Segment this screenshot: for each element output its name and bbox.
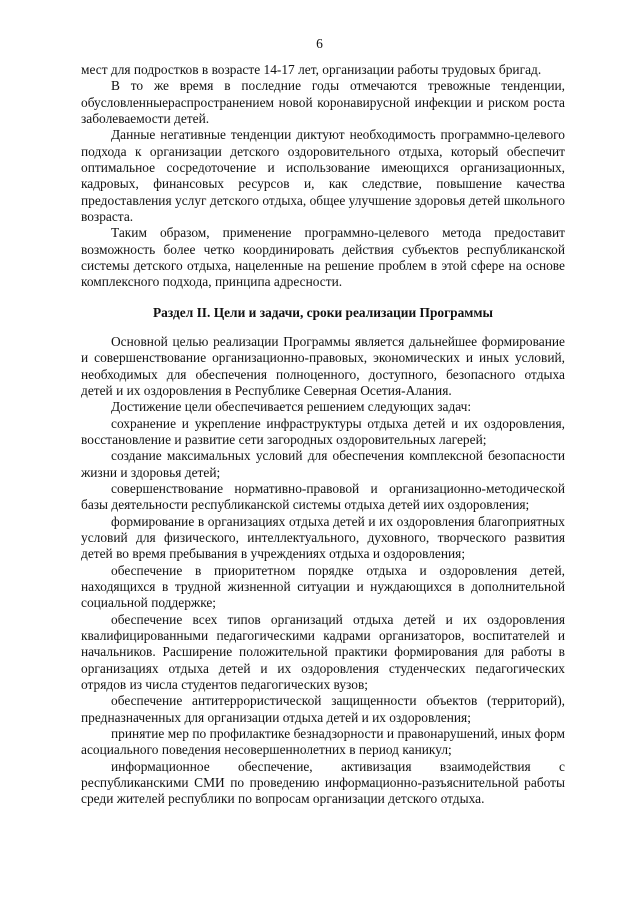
task-item-development-conditions: формирование в организациях отдыха детей и их оздоровления благоприятных условий для физического, интеллектуального, духовного, творческого развития детей во время пребывания в учреждениях отдыха и оздоровления; xyxy=(81,513,565,562)
task-item-staffing: обеспечение всех типов организаций отдыха детей и их оздоровления квалифицированными педагогическими кадрами организаторов, воспитателей и начальников. Расширение положительной практики формирования для работы в организациях отдыха детей и их оздоровления студенческих педагогических отрядов из числа студентов педагогических вузов; xyxy=(81,611,565,693)
document-body xyxy=(81,62,565,808)
task-item-safety: создание максимальных условий для обеспечения комплексной безопасности жизни и здоровья детей; xyxy=(81,448,565,480)
paragraph-program-approach: Данные негативные тенденции диктуют необходимость программно-целевого подхода к организации детского оздоровительного отдыха, который обеспечит оптимальное сосредоточение и использование имеющихся организационных, кадровых, финансовых ресурсов и, как следствие, повышение качества предоставления услуг детского отдыха, общее улучшение здоровья детей школьного возраста. xyxy=(81,127,565,225)
page-number: 6 xyxy=(316,36,323,51)
paragraph-main-goal: Основной целью реализации Программы является дальнейшее формирование и совершенствование организационно-правовых, экономических и иных условий, необходимых для обеспечения полноценного, доступного, безопасного отдыха детей и их оздоровления в Республике Северная Осетия-Алания. xyxy=(81,333,565,398)
paragraph-tasks-intro: Достижение цели обеспечивается решением следующих задач: xyxy=(111,399,472,415)
task-item-legal-base: совершенствование нормативно-правовой и организационно-методической базы деятельности республиканской системы отдыха детей иих оздоровления; xyxy=(81,480,565,513)
task-item-antiterror: обеспечение антитеррористической защищенности объектов (территорий), предназначенных для организации отдыха детей и их оздоровления; xyxy=(81,693,565,725)
task-item-media: информационное обеспечение, активизация взаимодействия с республиканскими СМИ по проведению информационно-разъяснительной работы среди жителей республики по вопросам организации детского отдыха. xyxy=(81,758,565,807)
paragraph-conclusion: Таким образом, применение программно-целевого метода предоставит возможность более четко координировать действия субъектов республиканской системы детского отдыха, нацеленные на решение проблем в этой сфере на основе комплексного подхода, принципа адресности. xyxy=(81,225,565,290)
task-item-priority-support: обеспечение в приоритетном порядке отдыха и оздоровления детей, находящихся в трудной жизненной ситуации и нуждающихся в дополнительной социальной поддержке; xyxy=(81,562,565,611)
task-item-prevention: принятие мер по профилактике безнадзорности и правонарушений, иных форм асоциального поведения несовершеннолетних в период каникул; xyxy=(81,726,565,758)
task-item-infrastructure: сохранение и укрепление инфраструктуры отдыха детей и их оздоровления, восстановление и развитие сети загородных оздоровительных лагерей; xyxy=(81,415,565,447)
section-heading: Раздел II. Цели и задачи, сроки реализации Программы xyxy=(152,304,494,320)
paragraph-trends: В то же время в последние годы отмечаются тревожные тенденции, обусловленныераспространением новой коронавирусной инфекции и риском роста заболеваемости детей. xyxy=(81,78,565,127)
paragraph-continuation: мест для подростков в возрасте 14-17 лет, организации работы трудовых бригад. xyxy=(81,62,542,77)
